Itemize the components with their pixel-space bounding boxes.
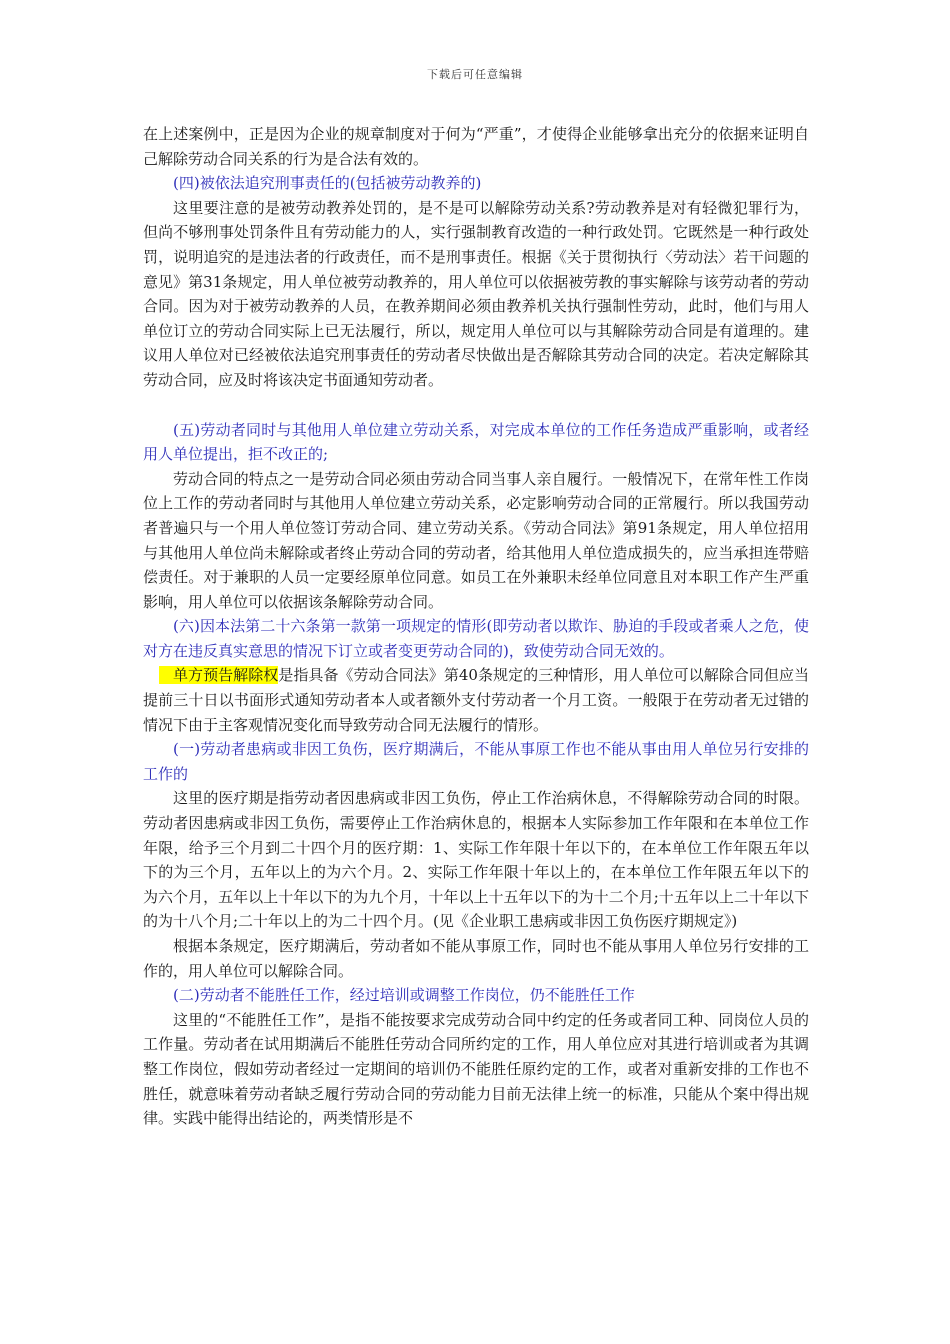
paragraph-dual-employment: 劳动合同的特点之一是劳动合同必须由劳动合同当事人亲自履行。一般情况下，在常年性工作岗位上工作的劳动者同时与其他用人单位建立劳动关系，必定影响劳动合同的正常履行。所以我国劳动者普遍只与一个用人单位签订劳动合同、建立劳动关系。《劳动合同法》第91条规定，用人单位招用与其他用人单位尚未解除或者终止劳动合同的劳动者，给其他用人单位造成损失的，应当承担连带赔偿责任。对于兼职的人员一定要经原单位同意。如员工在外兼职未经单位同意且对本职工作产生严重影响，用人单位可以依据该条解除劳动合同。 <box>143 469 809 611</box>
heading-incompetence: (二)劳动者不能胜任工作，经过培训或调整工作岗位，仍不能胜任工作 <box>173 986 635 1005</box>
paragraph-medical-period: 这里的医疗期是指劳动者因患病或非因工负伤，停止工作治病休息，不得解除劳动合同的时限。劳动者因患病或非因工负伤，需要停止工作治病休息的，根据本人实际参加工作年限和在本单位工作年限，给予三个月到二十四个月的医疗期：1、实际工作年限十年以下的，在本单位工作年限五年以下的为三个月，五年以上的为六个月。2、实际工作年限十年以上的，在本单位工作年限五年以下的为六个月，五年以上十年以下的为九个月，十年以上十五年以下的为十二个月;十五年以上二十年以下的为十八个月;二十年以上的为二十四个月。(见《企业职工患病或非因工负伤医疗期规定》) <box>143 789 809 931</box>
spacer <box>143 393 809 418</box>
paragraph-labor-reeducation: 这里要注意的是被劳动教养处罚的，是不是可以解除劳动关系?劳动教养是对有轻微犯罪行为，但尚不够刑事处罚条件且有劳动能力的人，实行强制教育改造的一种行政处罚。它既然是一种行政处罚，说明追究的是违法者的行政责任，而不是刑事责任。根据《关于贯彻执行〈劳动法〉若干问题的意见》第31条规定，用人单位被劳动教养的，用人单位可以依据被劳教的事实解除与该劳动者的劳动合同。因为对于被劳动教养的人员，在教养期间必须由教养机关执行强制性劳动，此时，他们与用人单位订立的劳动合同实际上已无法履行，所以，规定用人单位可以与其解除劳动合同是有道理的。建议用人单位对已经被依法追究刑事责任的劳动者尽快做出是否解除其劳动合同的决定。若决定解除其劳动合同，应及时将该决定书面通知劳动者。 <box>143 198 809 389</box>
highlighted-term: 单方预告解除权 <box>159 666 278 684</box>
heading-invalid-contract: (六)因本法第二十六条第一款第一项规定的情形(即劳动者以欺诈、胁迫的手段或者乘人之危，使对方在违反真实意思的情况下订立或者变更劳动合同的)，致使劳动合同无效的。 <box>143 617 809 660</box>
paragraph-case-conclusion: 在上述案例中，正是因为企业的规章制度对于何为“严重”，才使得企业能够拿出充分的依据来证明自己解除劳动合同关系的行为是合法有效的。 <box>143 125 809 168</box>
heading-criminal-liability: (四)被依法追究刑事责任的(包括被劳动教养的) <box>173 174 482 193</box>
paragraph-unilateral-notice-text: 是指具备《劳动合同法》第40条规定的三种情形，用人单位可以解除合同但应当提前三十日以书面形式通知劳动者本人或者额外支付劳动者一个月工资。一般限于在劳动者无过错的情况下由于主客观情况变化而导致劳动合同无法履行的情形。 <box>143 666 809 734</box>
paragraph-medical-period-conclusion: 根据本条规定，医疗期满后，劳动者如不能从事原工作，同时也不能从事用人单位另行安排的工作的，用人单位可以解除合同。 <box>143 937 809 980</box>
paragraph-unilateral-notice <box>143 663 809 737</box>
heading-illness-injury: (一)劳动者患病或非因工负伤，医疗期满后，不能从事原工作也不能从事由用人单位另行安排的工作的 <box>143 740 809 783</box>
paragraph-incompetence: 这里的“不能胜任工作”，是指不能按要求完成劳动合同中约定的任务或者同工种、同岗位人员的工作量。劳动者在试用期满后不能胜任劳动合同所约定的工作，用人单位应对其进行培训或者为其调整工作岗位，假如劳动者经过一定期间的培训仍不能胜任原约定的工作，或者对重新安排的工作也不胜任，就意味着劳动者缺乏履行劳动合同的劳动能力目前无法律上统一的标准，只能从个案中得出规律。实践中能得出结论的，两类情形是不 <box>143 1010 809 1128</box>
page-header: 下载后可任意编辑 <box>427 68 523 81</box>
document-body <box>143 122 809 1131</box>
heading-dual-employment: (五)劳动者同时与其他用人单位建立劳动关系，对完成本单位的工作任务造成严重影响，或者经用人单位提出，拒不改正的; <box>143 420 809 464</box>
